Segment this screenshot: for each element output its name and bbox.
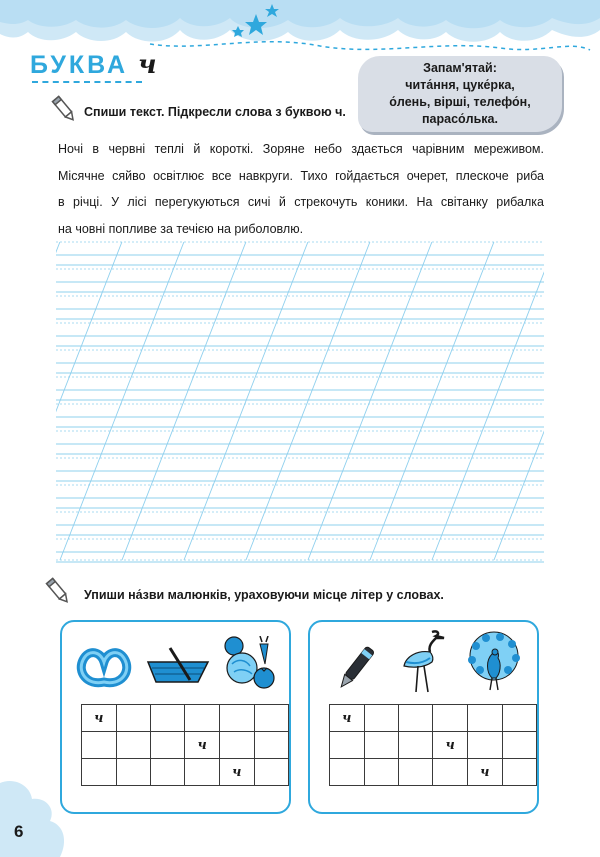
slant-line <box>370 242 494 560</box>
grid-cell[interactable] <box>219 705 254 732</box>
title-word: БУКВА <box>30 51 129 79</box>
heron-icon <box>398 628 448 694</box>
grid-cell[interactable] <box>82 759 117 786</box>
grid-cell[interactable] <box>82 732 117 759</box>
grid-cell[interactable] <box>185 759 220 786</box>
page-number: 6 <box>14 822 24 841</box>
letter-grid <box>329 704 537 786</box>
grid-cell[interactable] <box>398 759 432 786</box>
pretzel-icon <box>75 642 133 690</box>
grid-cell[interactable] <box>254 705 288 732</box>
grid-cell[interactable]: ч <box>467 759 502 786</box>
cloud-decoration <box>0 777 70 857</box>
picture-box-right <box>308 620 539 814</box>
vegetables-icon <box>220 636 282 690</box>
grid-cell[interactable] <box>467 705 502 732</box>
text-line: в річці. У лісі перегукуються сичі й стрекочуть коники. На світанку рибалка <box>58 195 544 209</box>
grid-cell[interactable]: ч <box>82 705 117 732</box>
title-underline <box>32 81 142 83</box>
grid-cell[interactable] <box>364 732 398 759</box>
memo-line: чита́ння, цуке́рка, <box>405 78 515 92</box>
grid-cell[interactable] <box>502 732 536 759</box>
boat-icon <box>146 642 210 690</box>
grid-cell[interactable] <box>254 732 288 759</box>
memo-box <box>358 56 562 132</box>
picture-box-left <box>60 620 291 814</box>
grid-cell[interactable] <box>150 759 184 786</box>
text-line: Ночі в червні теплі й короткі. Зоряне небо здається чарівним мереживом. <box>58 142 544 156</box>
grid-cell[interactable] <box>185 705 220 732</box>
section-title <box>30 50 157 80</box>
grid-cell[interactable] <box>433 759 468 786</box>
grid-cell[interactable]: ч <box>433 732 468 759</box>
pencil-icon <box>50 94 78 124</box>
memo-line: парасо́лька. <box>422 112 498 126</box>
grid-cell[interactable] <box>116 759 150 786</box>
grid-cell[interactable]: ч <box>330 705 365 732</box>
grid-cell[interactable]: ч <box>185 732 220 759</box>
grid-cell[interactable] <box>502 705 536 732</box>
title-letter: ч <box>138 50 157 80</box>
grid-cell[interactable] <box>433 705 468 732</box>
text-line: на човні попливе за течією на риболовлю. <box>58 221 304 236</box>
grid-cell[interactable] <box>502 759 536 786</box>
grid-cell[interactable] <box>219 732 254 759</box>
letter-grid <box>81 704 289 786</box>
grid-cell[interactable] <box>364 759 398 786</box>
grid-cell[interactable] <box>364 705 398 732</box>
grid-cell[interactable] <box>467 732 502 759</box>
task1-text <box>58 136 544 242</box>
grid-cell[interactable] <box>150 705 184 732</box>
memo-line: Запам'ятай: <box>423 61 497 75</box>
pencil-icon <box>44 576 72 606</box>
grid-cell[interactable] <box>116 732 150 759</box>
slant-line <box>246 242 370 560</box>
pen-icon <box>334 642 378 694</box>
task1-instruction: Спиши текст. Підкресли слова з буквою ч. <box>84 105 346 119</box>
grid-cell[interactable] <box>398 732 432 759</box>
writing-lines <box>56 238 544 564</box>
grid-cell[interactable] <box>116 705 150 732</box>
text-line: Місячне сяйво освітлює все навкруги. Тихо гойдається очерет, плескоче риба <box>58 168 544 183</box>
grid-cell[interactable] <box>150 732 184 759</box>
peacock-icon <box>462 630 526 692</box>
grid-cell[interactable] <box>254 759 288 786</box>
grid-cell[interactable] <box>330 732 365 759</box>
grid-cell[interactable] <box>398 705 432 732</box>
task2-instruction: Упиши на́зви малюнків, ураховуючи місце літер у словах. <box>84 588 444 602</box>
grid-cell[interactable] <box>330 759 365 786</box>
slant-line <box>122 242 246 560</box>
memo-line: о́лень, вірші, телефо́н, <box>389 95 531 109</box>
grid-cell[interactable]: ч <box>219 759 254 786</box>
